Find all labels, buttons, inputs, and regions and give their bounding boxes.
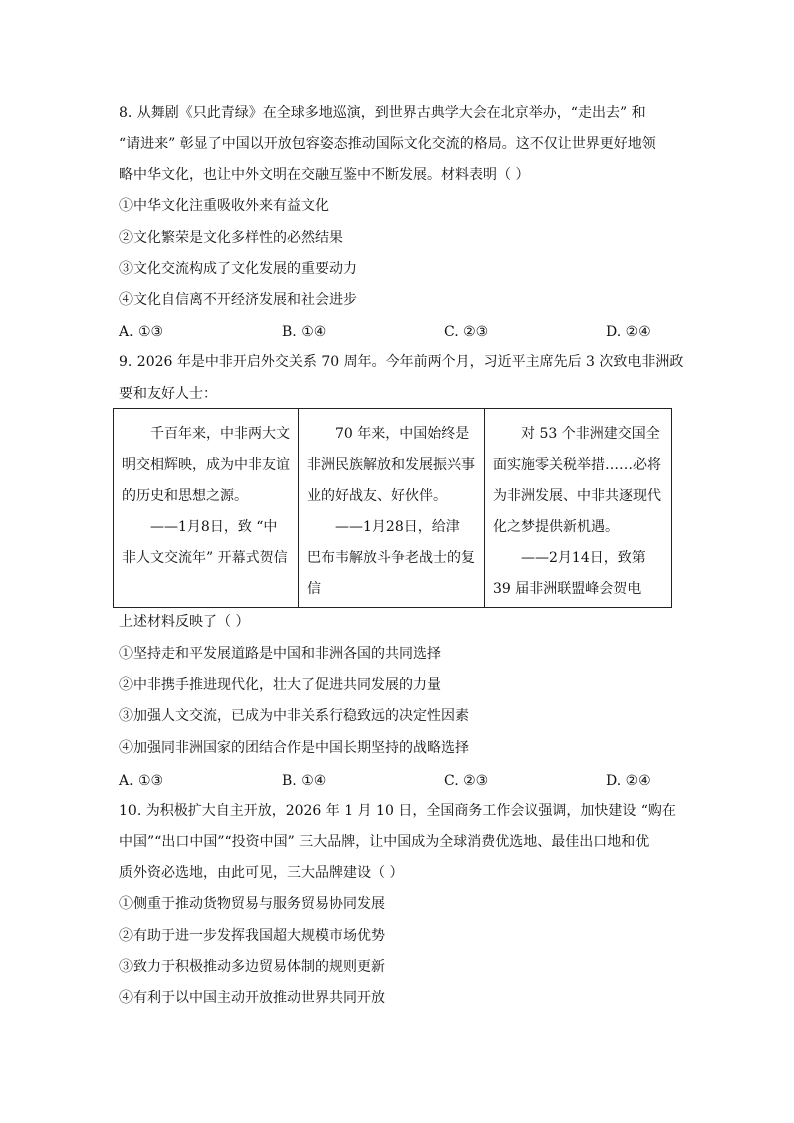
q9-statement-4: ④加强同非洲国家的团结合作是中国长期坚持的战略选择 xyxy=(119,740,469,756)
q9-cell-3-quote-l4: 化之梦提供新机遇。 xyxy=(493,519,619,535)
q10-statement-2: ②有助于进一步发挥我国超大规模市场优势 xyxy=(119,928,385,944)
q9-option-d[interactable]: D. ②④ xyxy=(606,773,651,789)
q9-option-b[interactable]: B. ①④ xyxy=(282,773,327,789)
q10-stem-line-1: 10. 为积极扩大自主开放，2026 年 1 月 10 日，全国商务工作会议强调，加快建设 “购在 xyxy=(119,803,676,819)
q10-stem-line-2: 中国”“出口中国”“投资中国” 三大品牌，让中国成为全球消费优选地、最佳出口地和优 xyxy=(119,834,650,850)
q8-stem-line-3: 略中华文化，也让中外文明在交融互鉴中不断发展。材料表明（ ） xyxy=(119,167,530,183)
q8-option-d[interactable]: D. ②④ xyxy=(606,324,651,340)
q9-cell-2-quote xyxy=(307,419,476,512)
q8-stem-line-2: “请进来” 彰显了中国以开放包容姿态推动国际文化交流的格局。这不仅让世界更好地领 xyxy=(119,136,656,152)
q8-statement-3: ③文化交流构成了文化发展的重要动力 xyxy=(119,261,357,277)
q8-option-c[interactable]: C. ②③ xyxy=(444,324,489,340)
q9-cell-3-quote-l2: 面实施零关税举措……必将 xyxy=(493,457,661,473)
q9-material-table xyxy=(113,408,672,608)
q9-option-c[interactable]: C. ②③ xyxy=(444,773,489,789)
q8-statement-4: ④文化自信离不开经济发展和社会进步 xyxy=(119,292,357,308)
q8-statement-1: ①中华文化注重吸收外来有益文化 xyxy=(119,198,329,214)
q9-material-cell-1 xyxy=(114,409,299,608)
q9-cell-3-source-l2: 39 届非洲联盟峰会贺电 xyxy=(493,581,642,597)
q10-statement-1: ①侧重于推动货物贸易与服务贸易协同发展 xyxy=(119,896,385,912)
q9-cell-1-source-l2: 非人文交流年” 开幕式贺信 xyxy=(122,550,288,566)
q9-cell-2-quote-l1: 70 年来，中国始终是 xyxy=(335,426,470,442)
q9-material-cell-2 xyxy=(299,409,485,608)
q9-cell-1-quote-l1: 千百年来，中非两大文 xyxy=(150,426,290,442)
q9-cell-1-source-l1: ——1月8日，致 “中 xyxy=(150,519,278,535)
q9-cell-3-quote-l1: 对 53 个非洲建交国全 xyxy=(521,426,660,442)
q8-option-a[interactable]: A. ①③ xyxy=(119,324,164,340)
q9-cell-1-quote xyxy=(122,419,290,512)
q9-cell-2-source-l2: 巴布韦解放斗争老战士的复 xyxy=(307,550,475,566)
q10-statement-4: ④有利于以中国主动开放推动世界共同开放 xyxy=(119,990,385,1006)
q10-statement-3: ③致力于积极推动多边贸易体制的规则更新 xyxy=(119,959,385,975)
q8-stem-line-1: 8. 从舞剧《只此青绿》在全球多地巡演，到世界古典学大会在北京举办，“走出去” 和 xyxy=(119,105,646,121)
q9-cell-2-source-l3: 信 xyxy=(307,581,321,597)
q9-option-a[interactable]: A. ①③ xyxy=(119,773,164,789)
q9-cell-3-quote xyxy=(493,419,663,543)
q8-statement-2: ②文化繁荣是文化多样性的必然结果 xyxy=(119,230,343,246)
q9-cell-3-quote-l3: 为非洲发展、中非共逐现代 xyxy=(493,488,661,504)
q9-prompt: 上述材料反映了（ ） xyxy=(119,614,250,630)
q9-stem-line-2: 要和友好人士： xyxy=(119,386,217,402)
q9-cell-2-source-l1: ——1月28日，给津 xyxy=(335,519,460,535)
q9-cell-2-quote-l3: 业的好战友、好伙伴。 xyxy=(307,488,447,504)
q10-stem-line-3: 质外资必选地，由此可见，三大品牌建设（ ） xyxy=(119,865,404,881)
q9-cell-1-source xyxy=(122,512,290,574)
q8-option-b[interactable]: B. ①④ xyxy=(282,324,327,340)
q9-cell-3-source xyxy=(493,543,663,605)
q9-cell-1-quote-l3: 的历史和思想之源。 xyxy=(122,488,248,504)
q9-statement-1: ①坚持走和平发展道路是中国和非洲各国的共同选择 xyxy=(119,646,441,662)
q9-cell-2-quote-l2: 非洲民族解放和发展振兴事 xyxy=(307,457,475,473)
q9-cell-3-source-l1: ——2月14日，致第 xyxy=(521,550,646,566)
q9-statement-2: ②中非携手推进现代化，壮大了促进共同发展的力量 xyxy=(119,677,441,693)
q9-stem-line-1: 9. 2026 年是中非开启外交关系 70 周年。今年前两个月，习近平主席先后 3 次致电非洲政 xyxy=(119,354,684,370)
q9-statement-3: ③加强人文交流，已成为中非关系行稳致远的决定性因素 xyxy=(119,708,469,724)
q9-material-cell-3 xyxy=(485,409,672,608)
q9-cell-1-quote-l2: 明交相辉映，成为中非友谊 xyxy=(122,457,290,473)
q9-cell-2-source xyxy=(307,512,476,605)
